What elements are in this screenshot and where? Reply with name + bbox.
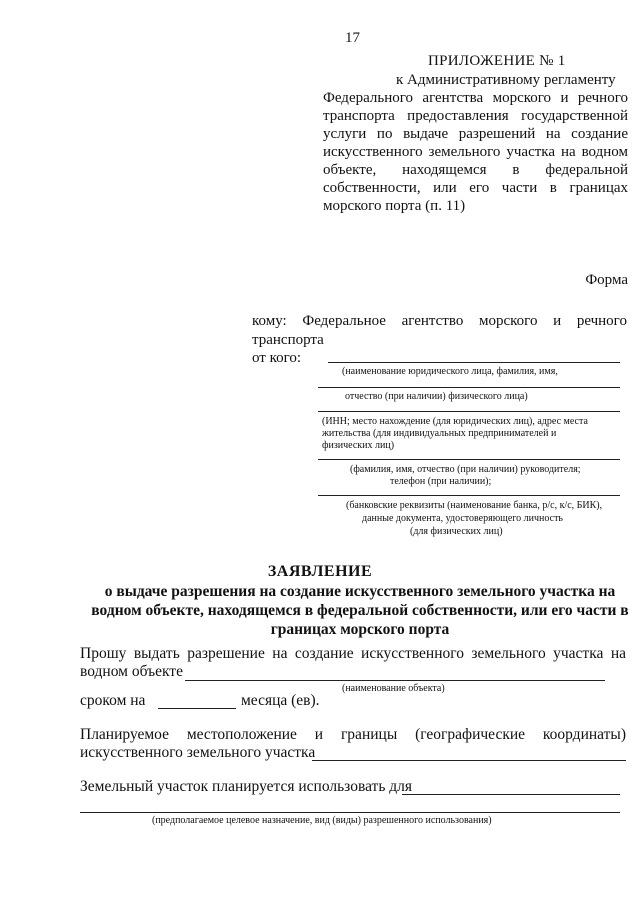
addressee-to bbox=[252, 313, 627, 330]
to-word: речного bbox=[576, 313, 627, 329]
location-word: (географические bbox=[415, 726, 526, 743]
applicant-bank-field[interactable] bbox=[318, 495, 620, 496]
to-word: и bbox=[553, 313, 562, 329]
field-caption: (фамилия, имя, отчество (при наличии) руководителя; bbox=[350, 464, 581, 475]
appendix-line: услуги по выдаче разрешений на создание bbox=[323, 126, 628, 142]
appendix-line: к Административному регламенту bbox=[396, 72, 616, 88]
field-caption: (банковские реквизиты (наименование банка, р/с, к/с, БИК), bbox=[346, 500, 603, 511]
subtitle-line: водном объекте, находящемся в федеральной собственности, или его части в bbox=[91, 602, 629, 619]
applicant-manager-field[interactable] bbox=[318, 459, 620, 460]
from-label: от кого: bbox=[252, 350, 302, 366]
field-caption: (наименование объекта) bbox=[342, 683, 445, 694]
to-word: морского bbox=[479, 313, 538, 329]
term-months-field[interactable] bbox=[158, 708, 236, 709]
location-line-prefix: искусственного земельного участка bbox=[80, 744, 316, 761]
applicant-patronymic-field[interactable] bbox=[318, 387, 620, 388]
field-caption: (для физических лиц) bbox=[410, 526, 503, 537]
term-suffix: месяца (ев). bbox=[241, 692, 320, 709]
appendix-line: объекте, находящемся в федеральной bbox=[323, 162, 628, 178]
location-word: границы bbox=[340, 726, 398, 743]
appendix-title: ПРИЛОЖЕНИЕ № 1 bbox=[428, 53, 566, 69]
to-word: агентство bbox=[401, 313, 464, 329]
usage-field-continued[interactable] bbox=[80, 812, 620, 813]
location-word: местоположение bbox=[186, 726, 297, 743]
page-number: 17 bbox=[345, 30, 360, 46]
applicant-address-field[interactable] bbox=[318, 411, 620, 412]
statement-subtitle bbox=[80, 582, 640, 639]
field-caption: (предполагаемое целевое назначение, вид (виды) разрешенного использования) bbox=[152, 815, 492, 826]
field-caption: (наименование юридического лица, фамилия, имя, bbox=[342, 366, 558, 377]
field-caption: телефон (при наличии); bbox=[390, 476, 492, 487]
appendix-line: собственности, или его части в границах bbox=[323, 180, 628, 196]
appendix-line: искусственного земельного участка на водном bbox=[323, 144, 628, 160]
field-caption: отчество (при наличии) физического лица) bbox=[345, 391, 528, 402]
field-caption: жительства (для индивидуальных предпринимателей и bbox=[322, 428, 557, 439]
field-caption: (ИНН; место нахождение (для юридических лиц), адрес места bbox=[322, 416, 588, 427]
appendix-line: Федерального агентства морского и речного bbox=[323, 90, 628, 106]
appendix-line: транспорта предоставления государственной bbox=[323, 108, 628, 124]
subtitle-line: о выдаче разрешения на создание искусственного земельного участка на bbox=[104, 583, 616, 600]
usage-prefix: Земельный участок планируется использовать для bbox=[80, 778, 413, 795]
field-caption: физических лиц) bbox=[322, 440, 395, 451]
location-word: координаты) bbox=[542, 726, 626, 743]
addressee-to-cont: транспорта bbox=[252, 332, 324, 348]
appendix-line: морского порта (п. 11) bbox=[323, 198, 466, 214]
statement-title: ЗАЯВЛЕНИЕ bbox=[267, 563, 373, 580]
location-word: и bbox=[314, 726, 324, 743]
location-line bbox=[80, 726, 626, 744]
object-name-field[interactable] bbox=[185, 680, 605, 681]
form-label: Форма bbox=[585, 272, 628, 288]
field-caption: данные документа, удостоверяющего личность bbox=[362, 513, 563, 524]
to-word: Федеральное bbox=[302, 313, 386, 329]
to-word: кому: bbox=[252, 313, 287, 329]
term-prefix: сроком на bbox=[80, 692, 146, 709]
applicant-name-field[interactable] bbox=[328, 362, 620, 363]
subtitle-line: границах морского порта bbox=[270, 621, 450, 638]
location-field[interactable] bbox=[312, 760, 626, 761]
location-word: Планируемое bbox=[80, 726, 169, 743]
request-line: Прошу выдать разрешение на создание искусственного земельного участка на bbox=[80, 645, 626, 662]
request-line-prefix: водном объекте bbox=[80, 663, 183, 680]
usage-field[interactable] bbox=[402, 794, 620, 795]
